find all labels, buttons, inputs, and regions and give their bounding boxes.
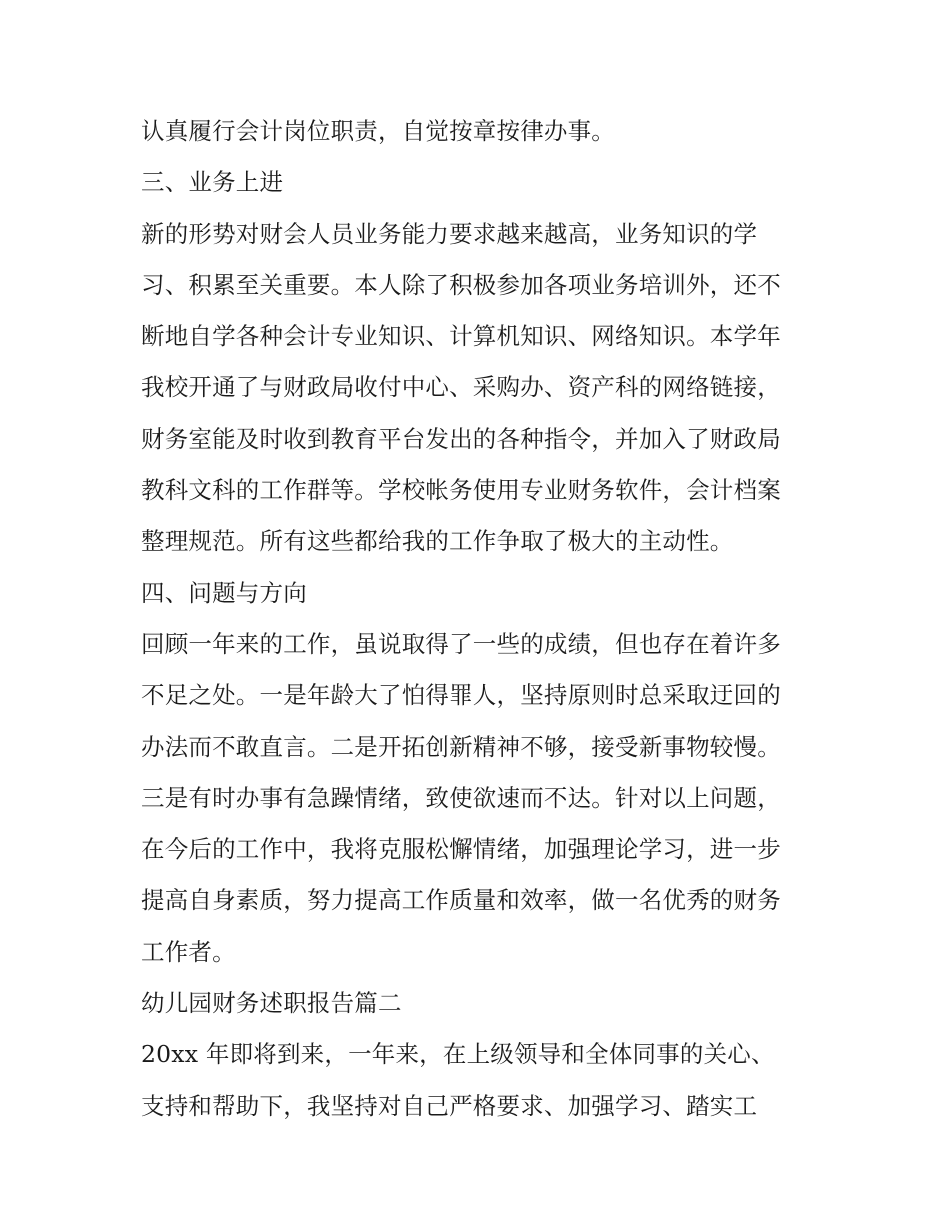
text-line: 20xx 年即将到来，一年来，在上级领导和全体同事的关心、 <box>141 1040 775 1069</box>
text-line: 办法而不敢直言。二是开拓创新精神不够，接受新事物较慢。 <box>141 732 781 761</box>
section-title: 幼儿园财务述职报告篇二 <box>141 989 402 1018</box>
text-line: 教科文科的工作群等。学校帐务使用专业财务软件，会计档案 <box>141 476 781 505</box>
text-line: 在今后的工作中，我将克服松懈情绪，加强理论学习，进一步 <box>141 835 781 864</box>
document-body <box>141 106 821 1132</box>
text-line: 不足之处。一是年龄大了怕得罪人，坚持原则时总采取迂回的 <box>141 681 781 710</box>
text-line: 三是有时办事有急躁情绪，致使欲速而不达。针对以上问题， <box>141 783 781 812</box>
section-heading: 三、业务上进 <box>141 168 284 197</box>
text-line: 提高自身素质，努力提高工作质量和效率，做一名优秀的财务 <box>141 886 781 915</box>
text-line: 我校开通了与财政局收付中心、采购办、资产科的网络链接， <box>141 373 781 402</box>
text-line: 认真履行会计岗位职责，自觉按章按律办事。 <box>141 117 615 145</box>
text-line: 支持和帮助下，我坚持对自己严格要求、加强学习、踏实工 <box>141 1091 758 1120</box>
text-line: 整理规范。所有这些都给我的工作争取了极大的主动性。 <box>141 527 734 556</box>
section-heading: 四、问题与方向 <box>141 578 307 607</box>
text-line: 断地自学各种会计专业知识、计算机知识、网络知识。本学年 <box>141 322 781 351</box>
text-line: 财务室能及时收到教育平台发出的各种指令，并加入了财政局 <box>141 424 781 453</box>
text-line: 习、积累至关重要。本人除了积极参加各项业务培训外，还不 <box>141 270 781 299</box>
text-line: 新的形势对财会人员业务能力要求越来越高，业务知识的学 <box>141 219 758 248</box>
text-line: 工作者。 <box>141 937 236 966</box>
text-line: 回顾一年来的工作，虽说取得了一些的成绩，但也存在着许多 <box>141 629 781 658</box>
